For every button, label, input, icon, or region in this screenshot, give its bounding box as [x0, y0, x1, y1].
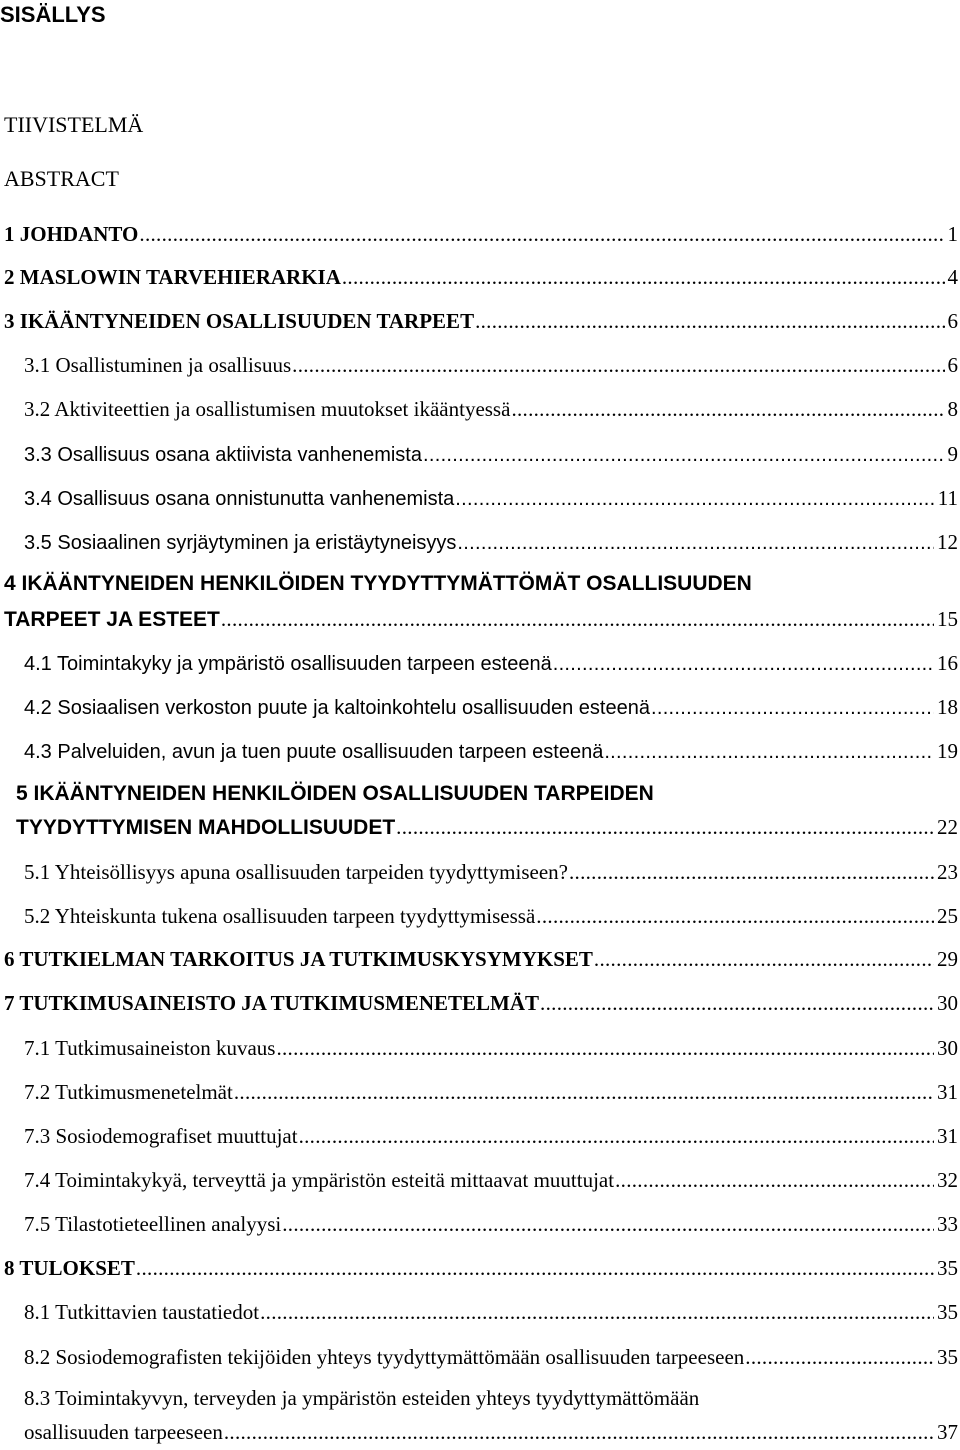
- toc-entry-title: 7.1 Tutkimusaineiston kuvaus: [24, 1036, 276, 1060]
- toc-entry-title: TARPEET JA ESTEET: [4, 608, 220, 631]
- toc-entry-title: 7.2 Tutkimusmenetelmät: [24, 1080, 233, 1104]
- front-matter-abstract-en[interactable]: ABSTRACT: [4, 166, 119, 191]
- toc-leader-dots: [342, 265, 945, 289]
- toc-entry-7-4[interactable]: [24, 1168, 958, 1192]
- toc-leader-dots: [224, 1420, 934, 1444]
- toc-entry-page: 4: [947, 265, 958, 289]
- toc-entry-4-2[interactable]: [24, 695, 958, 720]
- toc-entry-5[interactable]: [16, 815, 958, 840]
- toc-leader-dots: [260, 1300, 934, 1324]
- toc-leader-dots: [651, 696, 934, 720]
- toc-entry-title: 5.1 Yhteisöllisyys apuna osallisuuden tarpeiden tyydyttymiseen?: [24, 860, 568, 884]
- toc-entry-title: 3 IKÄÄNTYNEIDEN OSALLISUUDEN TARPEET: [4, 309, 475, 333]
- toc-leader-dots: [540, 991, 934, 1015]
- toc-entry-title: 3.5 Sosiaalinen syrjäytyminen ja eristäytyneisyys: [24, 532, 457, 554]
- toc-entry-page: 25: [937, 904, 958, 928]
- toc-leader-dots: [282, 1212, 934, 1236]
- toc-entry-7-3[interactable]: [24, 1124, 958, 1148]
- toc-entry-title: TYYDYTTYMISEN MAHDOLLISUUDET: [16, 816, 396, 839]
- toc-leader-dots: [455, 487, 934, 511]
- toc-entry-title: 2 MASLOWIN TARVEHIERARKIA: [4, 265, 341, 289]
- toc-entry-page: 23: [937, 860, 958, 884]
- toc-entry-7-1[interactable]: [24, 1036, 958, 1060]
- toc-entry-2[interactable]: [4, 265, 958, 289]
- toc-entry-title: 1 JOHDANTO: [4, 222, 139, 246]
- toc-leader-dots: [136, 1256, 934, 1280]
- toc-leader-dots: [553, 652, 934, 676]
- toc-entry-4-line1[interactable]: 4 IKÄÄNTYNEIDEN HENKILÖIDEN TYYDYTTYMÄTTÖMÄT OSALLISUUDEN: [4, 572, 752, 595]
- toc-entry-7[interactable]: [4, 991, 958, 1015]
- toc-entry-3[interactable]: [4, 309, 958, 333]
- toc-entry-3-4[interactable]: [24, 486, 958, 511]
- toc-entry-8-1[interactable]: [24, 1300, 958, 1324]
- toc-leader-dots: [221, 607, 934, 631]
- toc-leader-dots: [511, 397, 944, 421]
- toc-entry-title: 8.2 Sosiodemografisten tekijöiden yhteys tyydyttymättömään osallisuuden tarpeeseen: [24, 1345, 745, 1369]
- front-matter-abstract-fi[interactable]: TIIVISTELMÄ: [4, 112, 144, 137]
- toc-entry-title: 8.1 Tutkittavien taustatiedot: [24, 1300, 260, 1324]
- toc-entry-title: 3.2 Aktiviteettien ja osallistumisen muutokset ikääntyessä: [24, 397, 511, 421]
- toc-entry-page: 29: [937, 947, 958, 971]
- toc-entry-page: 19: [937, 739, 958, 763]
- toc-leader-dots: [604, 740, 934, 764]
- toc-entry-title: 7.4 Toimintakykyä, terveyttä ja ympäristön esteitä mittaavat muuttujat: [24, 1168, 615, 1192]
- toc-entry-page: 16: [937, 651, 958, 675]
- toc-leader-dots: [234, 1080, 934, 1104]
- toc-leader-dots: [569, 860, 934, 884]
- toc-entry-title: 3.3 Osallisuus osana aktiivista vanhenemista: [24, 444, 422, 466]
- toc-entry-title: 7 TUTKIMUSAINEISTO JA TUTKIMUSMENETELMÄT: [4, 991, 540, 1015]
- toc-entry-title: 6 TUTKIELMAN TARKOITUS JA TUTKIMUSKYSYMYKSET: [4, 947, 593, 971]
- toc-entry-7-2[interactable]: [24, 1080, 958, 1104]
- toc-entry-title: osallisuuden tarpeeseen: [24, 1420, 223, 1444]
- toc-entry-7-5[interactable]: [24, 1212, 958, 1236]
- toc-entry-title: 3.1 Osallistuminen ja osallisuus: [24, 353, 292, 377]
- toc-entry-page: 35: [937, 1345, 958, 1369]
- toc-entry-page: 9: [947, 442, 958, 466]
- toc-entry-4-3[interactable]: [24, 739, 958, 764]
- toc-entry-3-1[interactable]: [24, 353, 958, 377]
- toc-entry-page: 30: [937, 991, 958, 1015]
- toc-entry-page: 30: [937, 1036, 958, 1060]
- toc-leader-dots: [475, 309, 944, 333]
- toc-entry-5-2[interactable]: [24, 904, 958, 928]
- toc-entry-title: 8 TULOKSET: [4, 1256, 135, 1280]
- toc-entry-page: 1: [947, 222, 958, 246]
- toc-entry-page: 6: [947, 309, 958, 333]
- toc-leader-dots: [396, 815, 934, 839]
- toc-entry-page: 22: [937, 815, 958, 839]
- toc-entry-title: 4.3 Palveluiden, avun ja tuen puute osallisuuden tarpeen esteenä: [24, 741, 604, 763]
- toc-leader-dots: [139, 222, 944, 246]
- toc-entry-4[interactable]: [4, 607, 958, 632]
- toc-entry-8-3-line1[interactable]: 8.3 Toimintakyvyn, terveyden ja ympäristön esteiden yhteys tyydyttymättömään: [24, 1386, 700, 1410]
- toc-entry-title: 7.3 Sosiodemografiset muuttujat: [24, 1124, 298, 1148]
- toc-entry-page: 35: [937, 1256, 958, 1280]
- toc-entry-title: 7.5 Tilastotieteellinen analyysi: [24, 1212, 282, 1236]
- toc-leader-dots: [292, 353, 944, 377]
- toc-entry-page: 33: [937, 1212, 958, 1236]
- toc-entry-page: 18: [937, 695, 958, 719]
- toc-entry-page: 15: [937, 607, 958, 631]
- toc-entry-page: 11: [937, 486, 958, 510]
- toc-leader-dots: [299, 1124, 934, 1148]
- toc-leader-dots: [594, 947, 934, 971]
- toc-entry-5-line1[interactable]: 5 IKÄÄNTYNEIDEN HENKILÖIDEN OSALLISUUDEN TARPEIDEN: [16, 782, 654, 805]
- toc-entry-title: 3.4 Osallisuus osana onnistunutta vanhenemista: [24, 488, 455, 510]
- toc-entry-3-3[interactable]: [24, 442, 958, 467]
- toc-entry-page: 6: [947, 353, 958, 377]
- toc-leader-dots: [276, 1036, 934, 1060]
- toc-entry-page: 8: [947, 397, 958, 421]
- toc-entry-page: 12: [937, 530, 958, 554]
- toc-entry-3-2[interactable]: [24, 397, 958, 421]
- toc-entry-8-2[interactable]: [24, 1345, 958, 1369]
- toc-entry-page: 31: [937, 1080, 958, 1104]
- toc-leader-dots: [745, 1345, 934, 1369]
- toc-entry-page: 31: [937, 1124, 958, 1148]
- toc-entry-title: 5.2 Yhteiskunta tukena osallisuuden tarpeen tyydyttymisessä: [24, 904, 536, 928]
- toc-entry-title: 4.2 Sosiaalisen verkoston puute ja kaltoinkohtelu osallisuuden esteenä: [24, 697, 650, 719]
- toc-entry-title: 4.1 Toimintakyky ja ympäristö osallisuuden tarpeen esteenä: [24, 653, 552, 675]
- toc-leader-dots: [423, 443, 945, 467]
- toc-heading: SISÄLLYS: [0, 2, 106, 27]
- toc-entry-1[interactable]: [4, 222, 958, 246]
- toc-entry-3-5[interactable]: [24, 530, 958, 555]
- toc-entry-8[interactable]: [4, 1256, 958, 1280]
- toc-entry-8-3[interactable]: [24, 1420, 958, 1444]
- toc-entry-4-1[interactable]: [24, 651, 958, 676]
- toc-leader-dots: [536, 904, 934, 928]
- toc-entry-5-1[interactable]: [24, 860, 958, 884]
- toc-entry-page: 35: [937, 1300, 958, 1324]
- toc-entry-6[interactable]: [4, 947, 958, 971]
- toc-leader-dots: [615, 1168, 934, 1192]
- toc-leader-dots: [457, 531, 934, 555]
- toc-entry-page: 37: [937, 1420, 958, 1444]
- toc-entry-page: 32: [937, 1168, 958, 1192]
